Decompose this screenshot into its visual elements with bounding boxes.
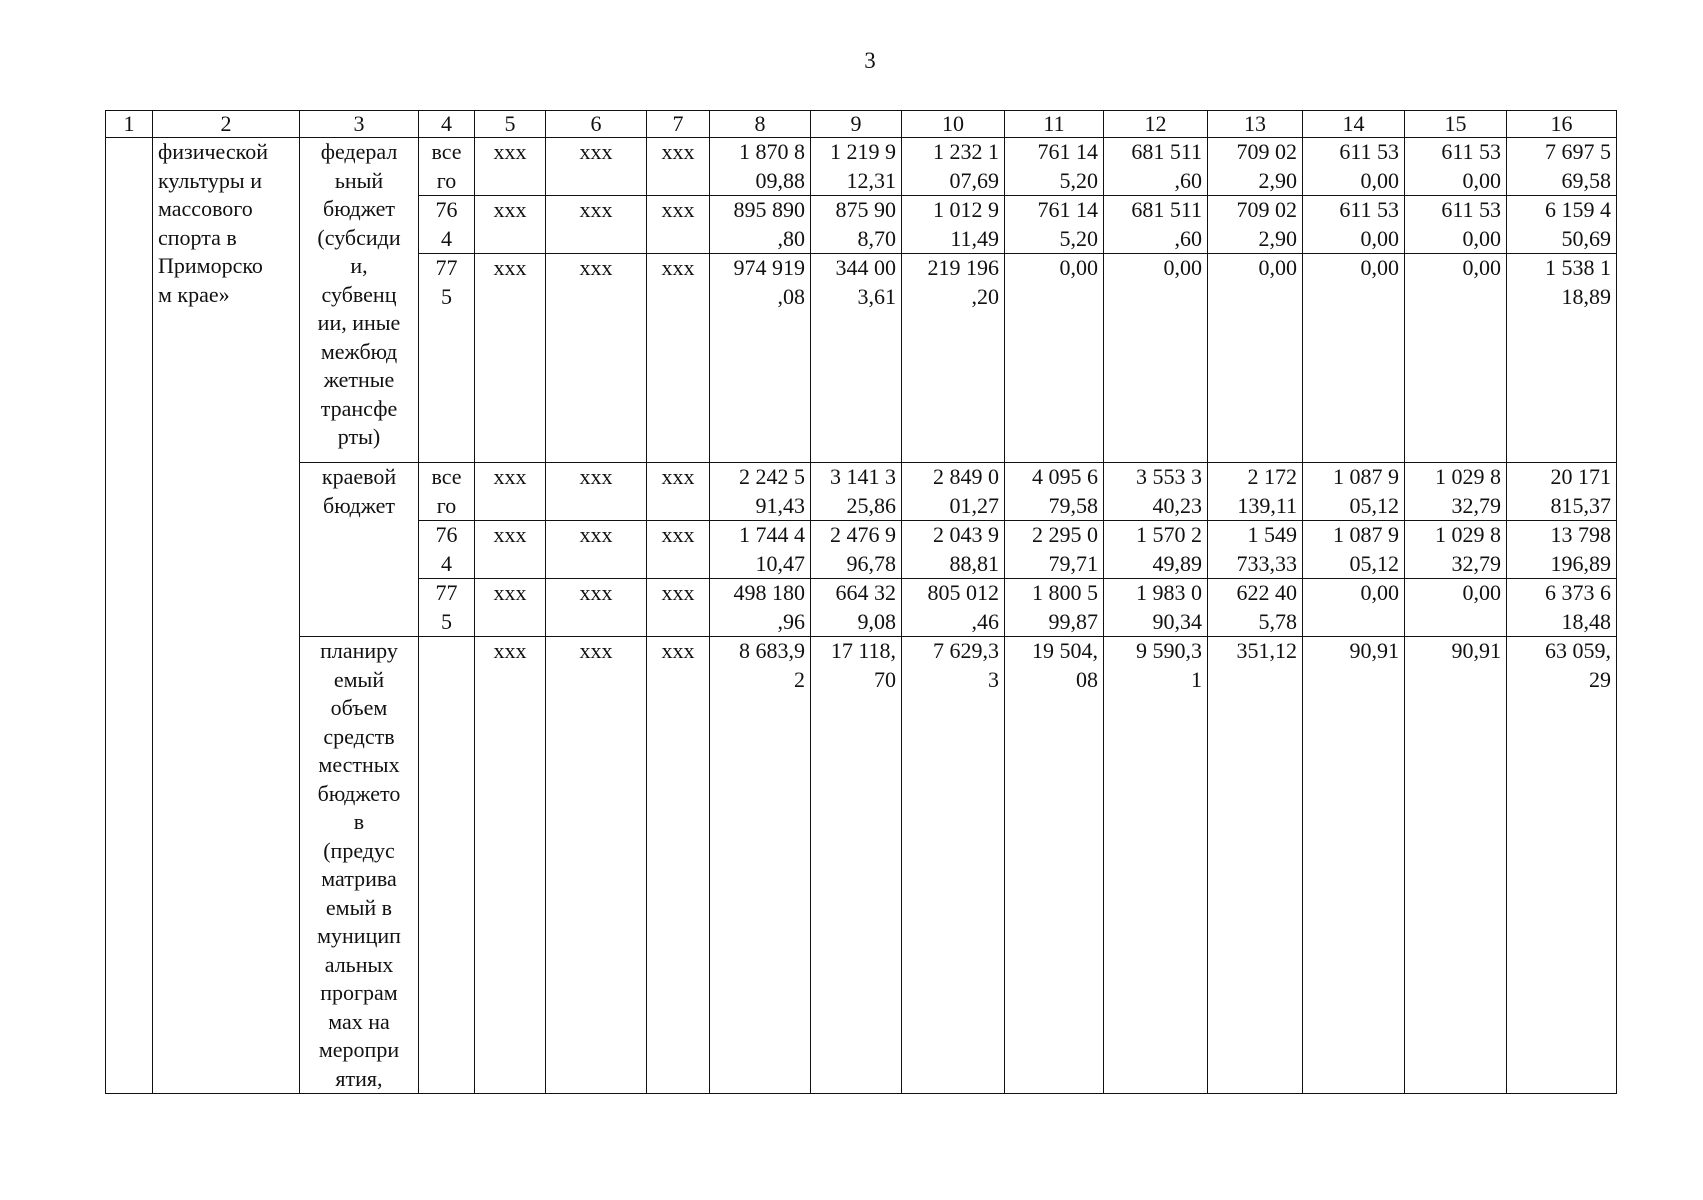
table-cell: xxx <box>647 637 710 1094</box>
value-cell: 7 697 5 69,58 <box>1545 139 1611 193</box>
header-cell: 5 <box>475 111 546 138</box>
code-cell: 76 4 <box>435 522 458 576</box>
value-cell: 2 295 0 79,71 <box>1032 522 1098 576</box>
table-cell: xxx <box>647 254 710 463</box>
source-regional-label: краевой бюджет <box>321 464 397 518</box>
value-cell: 805 012 ,46 <box>927 580 999 634</box>
table-cell: xxx <box>546 463 647 521</box>
table-cell: xxx <box>647 463 710 521</box>
table-cell: xxx <box>475 463 546 521</box>
code-cell: 77 5 <box>435 255 458 309</box>
header-cell: 13 <box>1208 111 1303 138</box>
table-cell: xxx <box>647 521 710 579</box>
value-cell: 1 870 8 09,88 <box>739 139 805 193</box>
table-row-federal-total <box>106 138 1617 196</box>
table-cell: xxx <box>475 579 546 637</box>
value-cell: 17 118, 70 <box>830 638 896 692</box>
value-cell: 0,00 <box>1462 255 1501 280</box>
value-cell: 611 53 0,00 <box>1441 197 1501 251</box>
header-cell: 12 <box>1104 111 1208 138</box>
value-cell: 498 180 ,96 <box>733 580 805 634</box>
table-row-regional-total <box>106 463 1617 521</box>
value-cell: 875 90 8,70 <box>835 197 896 251</box>
table-cell: xxx <box>475 196 546 254</box>
header-cell: 8 <box>710 111 811 138</box>
source-local-label: планиру емый объем средств местных бюджето в (предус матрива емый в муницип альных програм мах на меропри ятия, <box>317 638 401 1091</box>
table-cell: xxx <box>546 254 647 463</box>
value-cell: 351,12 <box>1236 638 1297 663</box>
row-number-cell <box>106 138 153 1094</box>
table-cell: xxx <box>546 579 647 637</box>
value-cell: 622 40 5,78 <box>1236 580 1297 634</box>
value-cell: 611 53 0,00 <box>1441 139 1501 193</box>
table-cell: xxx <box>546 521 647 579</box>
value-cell: 9 590,3 1 <box>1136 638 1202 692</box>
value-cell: 1 029 8 32,79 <box>1435 464 1501 518</box>
source-federal-label: федерал ьный бюджет (субсиди и, субвенц ии, иные межбюд жетные трансфе рты) <box>317 139 401 449</box>
value-cell: 2 172 139,11 <box>1237 464 1297 518</box>
value-cell: 0,00 <box>1462 580 1501 605</box>
code-cell: 77 5 <box>435 580 458 634</box>
value-cell: 20 171 815,37 <box>1550 464 1611 518</box>
value-cell: 761 14 5,20 <box>1037 139 1098 193</box>
value-cell: 2 242 5 91,43 <box>739 464 805 518</box>
table-cell: xxx <box>475 521 546 579</box>
value-cell: 0,00 <box>1163 255 1202 280</box>
value-cell: 63 059, 29 <box>1545 638 1611 692</box>
value-cell: 1 983 0 90,34 <box>1136 580 1202 634</box>
value-cell: 90,91 <box>1349 638 1399 663</box>
table-cell: xxx <box>546 138 647 196</box>
value-cell: 1 087 9 05,12 <box>1333 522 1399 576</box>
value-cell: 709 02 2,90 <box>1236 139 1297 193</box>
value-cell: 681 511 ,60 <box>1131 139 1202 193</box>
value-cell: 7 629,3 3 <box>933 638 999 692</box>
table-cell: xxx <box>475 637 546 1094</box>
value-cell: 3 141 3 25,86 <box>830 464 896 518</box>
header-cell: 7 <box>647 111 710 138</box>
value-cell: 1 538 1 18,89 <box>1545 255 1611 309</box>
table-row-local <box>106 637 1617 1094</box>
value-cell: 344 00 3,61 <box>835 255 896 309</box>
value-cell: 1 012 9 11,49 <box>933 197 999 251</box>
value-cell: 2 476 9 96,78 <box>830 522 896 576</box>
table-cell: xxx <box>647 196 710 254</box>
source-federal-cell <box>300 138 419 463</box>
value-cell: 0,00 <box>1059 255 1098 280</box>
value-cell: 1 029 8 32,79 <box>1435 522 1501 576</box>
header-cell: 4 <box>419 111 475 138</box>
value-cell: 1 570 2 49,89 <box>1136 522 1202 576</box>
value-cell: 3 553 3 40,23 <box>1136 464 1202 518</box>
code-cell <box>419 637 475 1094</box>
value-cell: 0,00 <box>1258 255 1297 280</box>
value-cell: 611 53 0,00 <box>1339 139 1399 193</box>
table-cell: xxx <box>475 254 546 463</box>
code-cell: 76 4 <box>435 197 458 251</box>
header-cell: 1 <box>106 111 153 138</box>
program-name-cell <box>153 138 300 1094</box>
value-cell: 19 504, 08 <box>1032 638 1098 692</box>
value-cell: 1 549 733,33 <box>1236 522 1297 576</box>
value-cell: 1 087 9 05,12 <box>1333 464 1399 518</box>
header-cell: 15 <box>1405 111 1507 138</box>
table-cell: xxx <box>647 579 710 637</box>
value-cell: 681 511 ,60 <box>1131 197 1202 251</box>
value-cell: 4 095 6 79,58 <box>1032 464 1098 518</box>
code-cell: все го <box>431 139 462 193</box>
value-cell: 709 02 2,90 <box>1236 197 1297 251</box>
value-cell: 0,00 <box>1360 580 1399 605</box>
table-cell: xxx <box>475 138 546 196</box>
header-cell: 3 <box>300 111 419 138</box>
header-cell: 2 <box>153 111 300 138</box>
code-cell: все го <box>431 464 462 518</box>
header-row <box>106 111 1617 138</box>
header-cell: 14 <box>1303 111 1405 138</box>
value-cell: 1 232 1 07,69 <box>933 139 999 193</box>
value-cell: 13 798 196,89 <box>1550 522 1611 576</box>
header-cell: 10 <box>902 111 1005 138</box>
value-cell: 219 196 ,20 <box>927 255 999 309</box>
value-cell: 1 219 9 12,31 <box>830 139 896 193</box>
value-cell: 895 890 ,80 <box>733 197 805 251</box>
value-cell: 8 683,9 2 <box>739 638 805 692</box>
header-cell: 16 <box>1507 111 1617 138</box>
header-cell: 11 <box>1005 111 1104 138</box>
value-cell: 2 043 9 88,81 <box>933 522 999 576</box>
value-cell: 6 159 4 50,69 <box>1545 197 1611 251</box>
table-cell: xxx <box>546 637 647 1094</box>
value-cell: 761 14 5,20 <box>1037 197 1098 251</box>
program-name: физической культуры и массового спорта в Приморско м крае» <box>158 139 268 307</box>
value-cell: 1 800 5 99,87 <box>1032 580 1098 634</box>
header-cell: 6 <box>546 111 647 138</box>
table-cell: xxx <box>546 196 647 254</box>
page-number: 3 <box>864 48 876 73</box>
value-cell: 6 373 6 18,48 <box>1545 580 1611 634</box>
value-cell: 974 919 ,08 <box>733 255 805 309</box>
value-cell: 611 53 0,00 <box>1339 197 1399 251</box>
value-cell: 664 32 9,08 <box>835 580 896 634</box>
value-cell: 2 849 0 01,27 <box>933 464 999 518</box>
header-cell: 9 <box>811 111 902 138</box>
value-cell: 0,00 <box>1360 255 1399 280</box>
value-cell: 90,91 <box>1451 638 1501 663</box>
table-cell: xxx <box>647 138 710 196</box>
budget-table <box>105 110 1617 1094</box>
source-regional-cell <box>300 463 419 637</box>
value-cell: 1 744 4 10,47 <box>739 522 805 576</box>
